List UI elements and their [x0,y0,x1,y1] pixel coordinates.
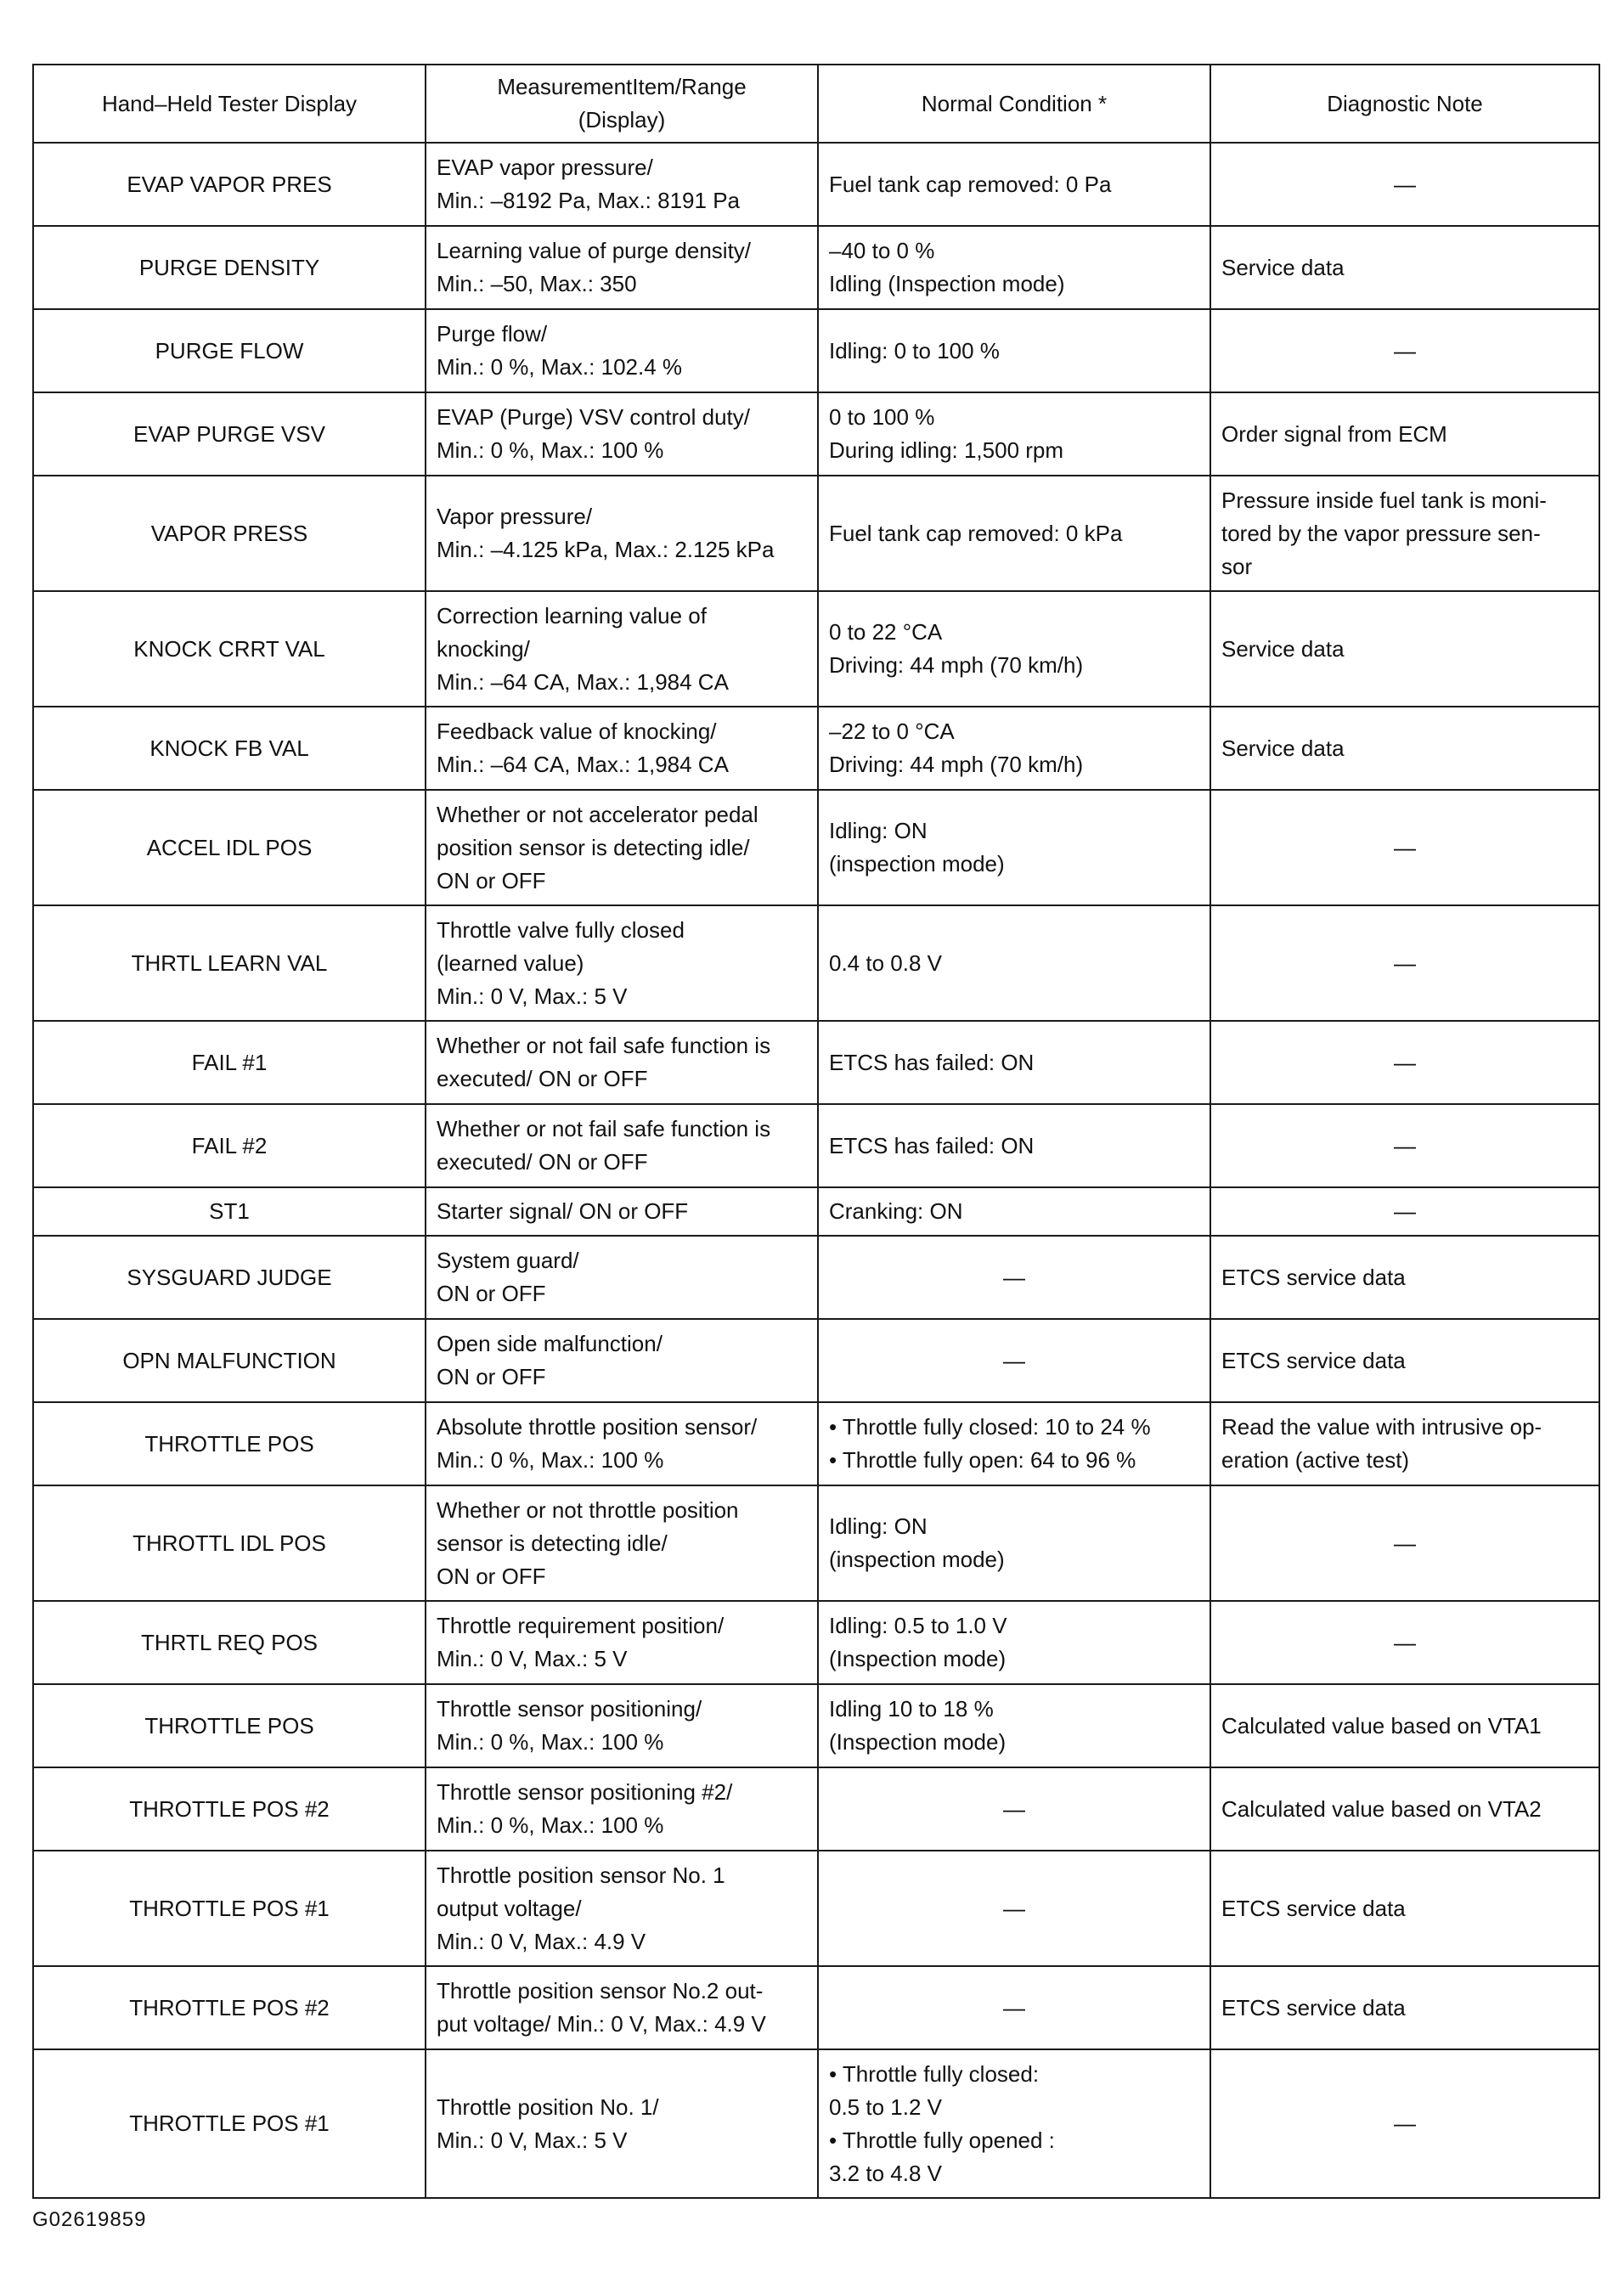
cell-item-lines [437,234,807,301]
cell-item [426,1684,818,1767]
cell-note [1210,392,1599,476]
cell-note [1210,1684,1599,1767]
cell-item-line: Min.: –8192 Pa, Max.: 8191 Pa [437,188,740,213]
header-display: Hand–Held Tester Display [33,65,426,143]
cell-item-line: Min.: 0 V, Max.: 5 V [437,2127,628,2153]
cell-item-line: Whether or not fail safe function is [437,1116,771,1141]
cell-item-line: Throttle position sensor No. 1 [437,1862,725,1888]
table-row [33,1319,1599,1402]
cell-note-line: Service data [1221,735,1345,761]
cell-item [426,1104,818,1187]
cell-item [426,1485,818,1601]
cell-note-line: Pressure inside fuel tank is moni- [1221,487,1547,513]
cell-item [426,392,818,476]
cell-item-lines [437,1411,807,1477]
cell-item-line: Purge flow/ [437,321,548,347]
cell-item-lines [437,500,807,566]
header-item-line: MeasurementItem/Range [497,74,747,99]
cell-item-line: Absolute throttle position sensor/ [437,1414,758,1440]
cell-note-lines [1221,1411,1588,1477]
cell-condition-lines [829,715,1199,781]
table-row [33,1601,1599,1684]
cell-display: THROTTLE POS #2 [33,1767,426,1851]
cell-item-line: executed/ ON or OFF [437,1149,648,1175]
cell-item-lines [437,318,807,384]
cell-display: PURGE DENSITY [33,226,426,309]
diagnostic-data-table [32,64,1600,2199]
cell-item [426,591,818,707]
cell-condition-line: (inspection mode) [829,1547,1005,1572]
cell-item [426,2049,818,2198]
dash-mark: — [1394,950,1416,976]
cell-note [1210,226,1599,309]
cell-display: THROTTLE POS #2 [33,1966,426,2049]
cell-condition-line: (Inspection mode) [829,1646,1007,1671]
cell-condition-line: (Inspection mode) [829,1729,1007,1755]
cell-item [426,226,818,309]
cell-note-line: tored by the vapor pressure sen- [1221,520,1541,546]
cell-item-line: Throttle position sensor No.2 out- [437,1978,764,2003]
cell-item-line: Min.: 0 %, Max.: 100 % [437,1447,664,1473]
cell-condition [818,790,1210,905]
cell-condition-line: Driving: 44 mph (70 km/h) [829,752,1084,777]
cell-note-lines [1221,484,1588,583]
cell-item [426,1767,818,1851]
cell-display: THROTTLE POS #1 [33,2049,426,2198]
table-row [33,1104,1599,1187]
table-row [33,1021,1599,1104]
cell-item [426,790,818,905]
table-row [33,1485,1599,1601]
cell-note-lines [1221,1793,1588,1826]
cell-display: ACCEL IDL POS [33,790,426,905]
cell-note-lines [1221,1130,1588,1163]
cell-display: THRTL REQ POS [33,1601,426,1684]
cell-condition-lines [829,335,1199,368]
cell-item-lines [437,1195,807,1228]
cell-display: PURGE FLOW [33,309,426,392]
cell-condition-line: ETCS has failed: ON [829,1132,1035,1158]
cell-note-line: Read the value with intrusive op- [1221,1414,1542,1440]
cell-item-line: Whether or not throttle position [437,1496,739,1523]
table-row [33,1684,1599,1767]
cell-item-line: EVAP (Purge) VSV control duty/ [437,404,750,430]
cell-condition-line: 3.2 to 4.8 V [829,2160,942,2186]
cell-item-line: (learned value) [437,950,584,976]
cell-item-line: Learning value of purge density/ [437,238,752,263]
cell-condition-line: Cranking: ON [829,1198,963,1224]
cell-note-lines [1221,947,1588,980]
cell-condition-line: Idling 10 to 18 % [829,1696,994,1722]
cell-condition-line: Idling: ON [829,818,928,843]
cell-condition-lines [829,1510,1199,1576]
table-row [33,309,1599,392]
cell-item-line: Min.: 0 V, Max.: 5 V [437,1646,628,1671]
cell-item [426,309,818,392]
cell-item-line: Feedback value of knocking/ [437,719,717,744]
cell-condition [818,591,1210,707]
cell-item-lines [437,1494,807,1593]
cell-condition [818,1601,1210,1684]
cell-item-line: Whether or not accelerator pedal [437,801,758,827]
cell-condition [818,1767,1210,1851]
cell-note [1210,476,1599,591]
table-row [33,707,1599,790]
cell-note [1210,1767,1599,1851]
cell-note-line: ETCS service data [1221,1264,1406,1290]
cell-item-lines [437,1975,807,2041]
cell-note-line: ETCS service data [1221,1994,1406,2020]
cell-item-line: Min.: –50, Max.: 350 [437,271,637,296]
cell-item-line: Throttle position No. 1/ [437,2094,659,2120]
table-row [33,1851,1599,1966]
cell-condition [818,1485,1210,1601]
cell-condition-lines [829,517,1199,550]
cell-condition-lines [829,1693,1199,1759]
cell-note-lines [1221,732,1588,765]
cell-condition-line: During idling: 1,500 rpm [829,437,1064,463]
table-body [33,143,1599,2198]
cell-condition-lines [829,1195,1199,1228]
cell-item-line: Min.: –64 CA, Max.: 1,984 CA [437,752,729,777]
cell-item-line: ON or OFF [437,1364,546,1389]
cell-item [426,1319,818,1402]
cell-condition-line: ETCS has failed: ON [829,1049,1035,1075]
cell-condition-line: –40 to 0 % [829,238,935,263]
cell-note-lines [1221,1626,1588,1660]
table-row [33,392,1599,476]
cell-condition-line: 0.4 to 0.8 V [829,950,942,976]
table-header-row [33,65,1599,143]
cell-note-line: ETCS service data [1221,1347,1406,1373]
dash-mark: — [1003,1264,1025,1290]
cell-condition [818,1319,1210,1402]
dash-mark: — [1003,1795,1025,1822]
cell-note [1210,1021,1599,1104]
table-row [33,476,1599,591]
cell-display: SYSGUARD JUDGE [33,1236,426,1319]
cell-note [1210,309,1599,392]
cell-item-lines [437,1609,807,1676]
table-row [33,1767,1599,1851]
cell-item-lines [437,600,807,699]
cell-display: EVAP PURGE VSV [33,392,426,476]
cell-condition [818,1966,1210,2049]
cell-condition-lines [829,616,1199,682]
cell-note-lines [1221,1344,1588,1378]
cell-note-lines [1221,1992,1588,2025]
cell-item-line: Correction learning value of [437,602,707,628]
cell-item-line: executed/ ON or OFF [437,1066,648,1091]
cell-item-lines [437,2091,807,2157]
cell-note-line: Calculated value based on VTA2 [1221,1795,1542,1822]
cell-condition-lines [829,947,1199,980]
cell-condition [818,1104,1210,1187]
cell-condition [818,226,1210,309]
cell-item-lines [437,151,807,217]
cell-condition-lines [829,234,1199,301]
cell-note-lines [1221,418,1588,451]
cell-item-lines [437,715,807,781]
dash-mark: — [1394,1198,1416,1224]
cell-display: KNOCK FB VAL [33,707,426,790]
table-row [33,1187,1599,1236]
figure-id: G02619859 [32,2208,147,2231]
cell-condition [818,1236,1210,1319]
cell-item-lines [437,1327,807,1394]
header-note: Diagnostic Note [1210,65,1599,143]
table-row [33,1402,1599,1485]
cell-condition-lines [829,1046,1199,1079]
cell-note-lines [1221,1892,1588,1925]
cell-note [1210,1851,1599,1966]
cell-condition-line: (inspection mode) [829,851,1005,876]
dash-mark: — [1394,337,1416,363]
table-row [33,905,1599,1021]
cell-item-line: Vapor pressure/ [437,504,593,529]
table-row [33,226,1599,309]
cell-condition-lines [829,814,1199,881]
diagnostic-table-sheet [32,64,1599,2199]
cell-note-line: Service data [1221,254,1345,280]
cell-display: ST1 [33,1187,426,1236]
cell-condition-line: 0 to 100 % [829,404,935,430]
cell-condition-lines [829,1609,1199,1676]
dash-mark: — [1394,1629,1416,1655]
dash-mark: — [1394,1132,1416,1158]
cell-display: KNOCK CRRT VAL [33,591,426,707]
cell-condition-line: • Throttle fully closed: 10 to 24 % [829,1414,1151,1440]
cell-item-line: put voltage/ Min.: 0 V, Max.: 4.9 V [437,2011,766,2037]
cell-display: THRTL LEARN VAL [33,905,426,1021]
cell-item [426,476,818,591]
cell-condition-line: Fuel tank cap removed: 0 Pa [829,171,1112,197]
cell-condition-lines [829,1261,1199,1294]
cell-condition-line: Fuel tank cap removed: 0 kPa [829,520,1123,546]
cell-condition-lines [829,1992,1199,2025]
cell-item-line: output voltage/ [437,1895,582,1921]
cell-item-line: sensor is detecting idle/ [437,1530,668,1556]
cell-note [1210,1402,1599,1485]
dash-mark: — [1394,834,1416,860]
cell-display: EVAP VAPOR PRES [33,143,426,226]
dash-mark: — [1394,171,1416,197]
cell-note-line: sor [1221,553,1253,579]
cell-condition-line: Idling: 0.5 to 1.0 V [829,1613,1007,1638]
cell-item [426,707,818,790]
cell-item-line: EVAP vapor pressure/ [437,155,653,180]
cell-item-line: Throttle sensor positioning/ [437,1696,702,1722]
cell-item-lines [437,798,807,898]
cell-item [426,143,818,226]
table-row [33,591,1599,707]
cell-condition-line: Idling: 0 to 100 % [829,337,1000,363]
cell-note [1210,1236,1599,1319]
cell-condition [818,2049,1210,2198]
cell-note-lines [1221,1195,1588,1228]
dash-mark: — [1394,1049,1416,1075]
table-row [33,143,1599,226]
cell-note-lines [1221,335,1588,368]
cell-condition [818,1851,1210,1966]
cell-condition-line: • Throttle fully closed: [829,2060,1040,2087]
cell-display: FAIL #2 [33,1104,426,1187]
cell-condition-lines [829,1892,1199,1925]
table-row [33,790,1599,905]
cell-item [426,905,818,1021]
table-row [33,2049,1599,2198]
cell-condition-line: 0 to 22 °CA [829,619,943,645]
cell-item-line: Starter signal/ ON or OFF [437,1198,689,1224]
cell-item-lines [437,1693,807,1759]
cell-note [1210,707,1599,790]
cell-condition-line: • Throttle fully opened : [829,2127,1055,2153]
cell-item-line: knocking/ [437,635,530,662]
cell-item [426,1851,818,1966]
cell-item-line: Min.: 0 %, Max.: 100 % [437,1812,664,1838]
cell-display: FAIL #1 [33,1021,426,1104]
cell-note [1210,1601,1599,1684]
cell-note-line: Calculated value based on VTA1 [1221,1712,1542,1739]
cell-note [1210,591,1599,707]
cell-condition-lines [829,1344,1199,1378]
cell-condition-lines [829,401,1199,467]
cell-note-lines [1221,1527,1588,1560]
cell-item-line: Open side malfunction/ [437,1331,663,1356]
cell-item-lines [437,401,807,467]
cell-condition [818,1402,1210,1485]
cell-item-line: Whether or not fail safe function is [437,1033,771,1058]
cell-item-line: System guard/ [437,1248,579,1273]
cell-item [426,1966,818,2049]
cell-note-lines [1221,1261,1588,1294]
cell-condition-line: • Throttle fully open: 64 to 96 % [829,1447,1136,1473]
cell-condition-line: –22 to 0 °CA [829,719,955,744]
table-row [33,1966,1599,2049]
cell-item [426,1601,818,1684]
cell-item-lines [437,1244,807,1310]
cell-condition [818,1187,1210,1236]
cell-item-line: Min.: 0 %, Max.: 102.4 % [437,354,683,380]
cell-note [1210,2049,1599,2198]
cell-condition-lines [829,1130,1199,1163]
cell-note [1210,1485,1599,1601]
cell-condition-line: Idling: ON [829,1513,928,1539]
dash-mark: — [1003,1895,1025,1921]
cell-display: THROTTLE POS [33,1684,426,1767]
cell-display: OPN MALFUNCTION [33,1319,426,1402]
cell-condition [818,1021,1210,1104]
cell-condition [818,905,1210,1021]
cell-item [426,1402,818,1485]
cell-condition [818,143,1210,226]
cell-display: THROTTLE POS [33,1402,426,1485]
cell-item-line: ON or OFF [437,1563,546,1589]
cell-display: THROTTLE POS #1 [33,1851,426,1966]
cell-item-line: position sensor is detecting idle/ [437,834,750,860]
cell-note-lines [1221,1710,1588,1743]
cell-item-line: Throttle sensor positioning #2/ [437,1779,733,1805]
cell-item-line: ON or OFF [437,867,546,893]
cell-condition-line: 0.5 to 1.2 V [829,2094,942,2120]
cell-item-lines [437,1776,807,1842]
cell-item-lines [437,914,807,1013]
cell-item-line: Throttle valve fully closed [437,916,685,943]
header-item [426,65,818,143]
cell-item [426,1021,818,1104]
cell-note [1210,905,1599,1021]
cell-item-lines [437,1029,807,1096]
header-condition: Normal Condition * [818,65,1210,143]
cell-display: VAPOR PRESS [33,476,426,591]
cell-note-lines [1221,1046,1588,1079]
cell-note-line: Order signal from ECM [1221,420,1447,447]
cell-item-line: Min.: 0 %, Max.: 100 % [437,1729,664,1755]
cell-note-line: Service data [1221,635,1345,662]
cell-note [1210,790,1599,905]
cell-condition [818,392,1210,476]
cell-note-lines [1221,251,1588,285]
cell-item-line: Min.: –64 CA, Max.: 1,984 CA [437,668,729,695]
cell-condition-lines [829,168,1199,201]
cell-item-line: Min.: –4.125 kPa, Max.: 2.125 kPa [437,537,775,562]
cell-item-line: Min.: 0 %, Max.: 100 % [437,437,664,463]
cell-note-line: eration (active test) [1221,1447,1410,1473]
cell-condition [818,1684,1210,1767]
cell-condition-lines [829,1793,1199,1826]
dash-mark: — [1003,1347,1025,1373]
cell-note-lines [1221,168,1588,201]
cell-note-line: ETCS service data [1221,1895,1406,1921]
dash-mark: — [1394,2110,1416,2136]
cell-condition [818,707,1210,790]
cell-item [426,1187,818,1236]
table-row [33,1236,1599,1319]
dash-mark: — [1394,1530,1416,1556]
cell-item-line: Min.: 0 V, Max.: 4.9 V [437,1928,646,1954]
cell-item-line: Throttle requirement position/ [437,1613,725,1638]
dash-mark: — [1003,1994,1025,2020]
cell-note [1210,1966,1599,2049]
cell-condition [818,476,1210,591]
cell-condition-line: Idling (Inspection mode) [829,271,1065,296]
cell-item-lines [437,1859,807,1958]
cell-item-line: Min.: 0 V, Max.: 5 V [437,983,628,1009]
cell-condition-lines [829,2058,1199,2190]
cell-note-lines [1221,2107,1588,2140]
cell-note [1210,1187,1599,1236]
cell-item-lines [437,1113,807,1179]
cell-display: THROTTL IDL POS [33,1485,426,1601]
header-item-line: (Display) [578,107,666,132]
header-item-lines [437,70,807,137]
cell-note [1210,1104,1599,1187]
cell-note-lines [1221,633,1588,666]
cell-condition-line: Driving: 44 mph (70 km/h) [829,652,1084,678]
cell-item [426,1236,818,1319]
cell-note-lines [1221,831,1588,865]
cell-note [1210,143,1599,226]
cell-item-line: ON or OFF [437,1281,546,1306]
cell-condition-lines [829,1411,1199,1477]
cell-note [1210,1319,1599,1402]
cell-condition [818,309,1210,392]
